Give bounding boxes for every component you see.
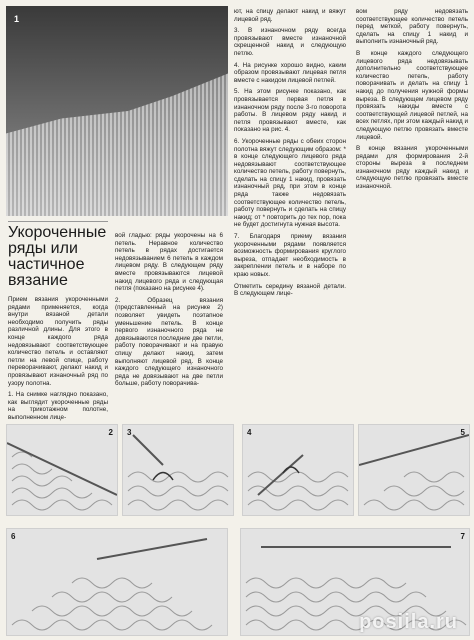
knitting-diagram (243, 425, 353, 515)
knitting-diagram (7, 425, 117, 515)
title-divider (8, 221, 108, 222)
figure-number: 7 (460, 532, 465, 541)
paragraph: вой гладью: ряды укорочены на 6 петель. Неравное количество петель в рядах достигается недовязыванием 6 петель в каждом лицевом ряду. В следующем ряду вместе провязываются лицевой накид лицевого ряда и следующая петля (показано на рисунке 4). (115, 232, 223, 293)
figure-number: 6 (11, 532, 16, 541)
figure-2 (6, 424, 118, 516)
watermark: posiila.ru (359, 611, 458, 633)
figure-5 (358, 424, 470, 516)
figure-number: 5 (460, 428, 465, 437)
knitting-diagram (359, 425, 469, 515)
paragraph: 6. Укороченные ряды с обеих сторон полотна вяжут следующим образом: * в конце следующего лицевого ряда недовязывают соответствующее количество петель, работу повернуть, сделать на спицу 1 накид, провязать изнаночный ряд, при этом в конце ряда также недовязать соответствующее количество петель, работу повернуть и сделать на спицу накид; от * повторить до тех пор, пока не будет достигнута нужная высота. (234, 137, 346, 229)
paragraph: 4. На рисунке хорошо видно, каким образом провязывают лицевая петля вместе с накидом лицевой петлей. (234, 61, 346, 84)
figure-3 (122, 424, 234, 516)
paragraph: В конце вязания укороченными рядами для формирования 2-й стороны выреза в последнем изнаночном ряду каждый накид и следующую петлю провязать вместе изнаночной. (356, 145, 468, 191)
figure-number: 2 (108, 428, 113, 437)
paragraph: 2. Образец вязания (представленный на рисунке 2) позволяет увидеть поэтапное уменьшение петель. В конце первого изнаночного ряда не довязываются последние две петли, работу поворачивают и на правую спицу делают накид, затем выполняют лицевой ряд. В конце каждого следующего изнаночного ряда не довязывают на две петли больше, работу поворачива- (115, 296, 223, 388)
text-column-4 (356, 8, 468, 195)
figure-4 (242, 424, 354, 516)
text-column-3 (234, 8, 346, 302)
knitting-diagram (123, 425, 233, 515)
photo-number: 1 (14, 14, 20, 24)
article-title-text: Укороченные ряды или частичное вязание (8, 224, 107, 289)
figure-number: 4 (247, 428, 252, 437)
paragraph: 3. В изнаночном ряду всегда провязывают вместе изнаночной скрещенной накид и следующую петлю. (234, 27, 346, 57)
knitting-diagram (7, 529, 227, 635)
paragraph: Отметить середину вязаной детали. В следующем лице- (234, 282, 346, 298)
figure-6 (6, 528, 228, 636)
article-title (8, 221, 108, 289)
text-column-2 (115, 232, 223, 392)
paragraph: ют, на спицу делают накид и вяжут лицевой ряд. (234, 8, 346, 23)
paragraph: 7. Благодаря приему вязания укороченными рядами появляется возможность формирования круглого выреза, отпадает необходимость в закреплении петель и в наборе по краю новых. (234, 233, 346, 278)
paragraph: 1. На снимке наглядно показано, как выглядит укороченные ряды на трикотажном полотне, выполненном лице- (8, 391, 108, 421)
paragraph: Прием вязания укороченными рядами применяется, когда внутри вязаной детали необходимо получить ряды различной длины. Для этого в конце каждого ряда недовязывают соответствующее количество петель и оставляют петли на левой спице, работу переворачивают, делают накид и провязывают изнаночный ряд по узору полотна. (8, 296, 108, 387)
paragraph: В конце каждого следующего лицевого ряда недовязывать дополнительно соответствующее количество петель, работу поворачивать и делать на спицу 1 накид до получения нужной формы выреза. В следующем лицевом ряду провязать накиды вместе с соответствующей лицевой петлей, на всех петлях, при этом каждый накид и следующую петлю провязать вместе лицевой. (356, 49, 468, 141)
figure-number: 3 (127, 428, 132, 437)
paragraph: вом ряду недовязать соответствующее количество петель перед меткой, работу повернуть, сделать на спицу 1 накид и выполнить изнаночный ряд. (356, 8, 468, 46)
text-column-1 (8, 296, 108, 426)
knitting-photo (6, 6, 228, 216)
knitted-fabric-image (6, 66, 228, 216)
paragraph: 5. На этом рисунке показано, как провязывается первая петля в изнаночном ряду после 3-го поворота работы. В лицевом ряду накид и петля провязывают вместе, как показано на рис. 4. (234, 88, 346, 134)
